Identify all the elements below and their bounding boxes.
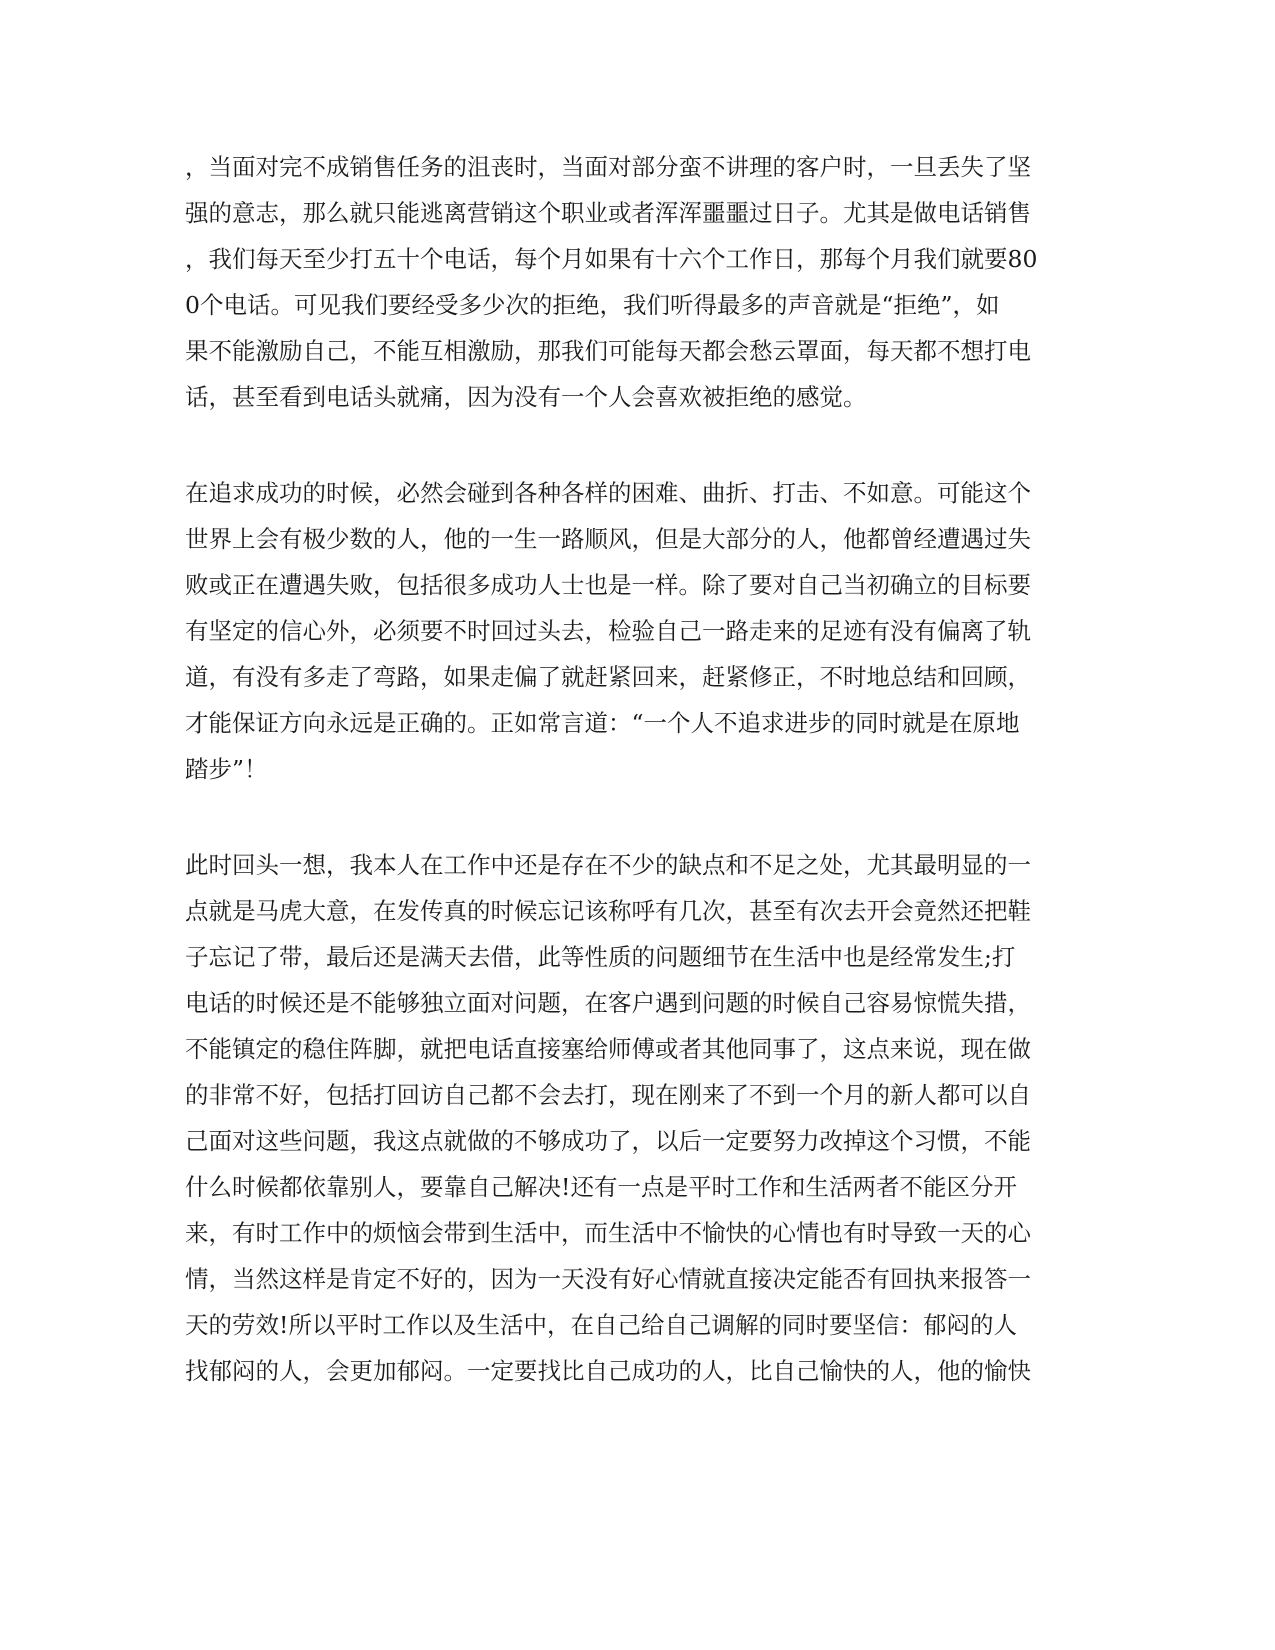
text-line: 在追求成功的时候，必然会碰到各种各样的困难、曲折、打击、不如意。可能这个 <box>185 479 1031 507</box>
text-line: 子忘记了带，最后还是满天去借，此等性质的问题细节在生活中也是经常发生;打 <box>185 943 1016 971</box>
text-line: 果不能激励自己，不能互相激励，那我们可能每天都会愁云罩面，每天都不想打电 <box>185 337 1031 365</box>
text-line: 败或正在遭遇失败，包括很多成功人士也是一样。除了要对自己当初确立的目标要 <box>185 571 1031 599</box>
text-line: 话，甚至看到电话头就痛，因为没有一个人会喜欢被拒绝的感觉。 <box>185 383 867 411</box>
text-line: ，我们每天至少打五十个电话，每个月如果有十六个工作日，那每个月我们就要80 <box>185 245 1038 273</box>
text-line: 不能镇定的稳住阵脚，就把电话直接塞给师傅或者其他同事了，这点来说，现在做 <box>185 1035 1031 1063</box>
text-line: 己面对这些问题，我这点就做的不够成功了，以后一定要努力改掉这个习惯，不能 <box>185 1127 1031 1155</box>
text-line: 有坚定的信心外，必须要不时回过头去，检验自己一路走来的足迹有没有偏离了轨 <box>185 617 1031 645</box>
text-line: 情，当然这样是肯定不好的，因为一天没有好心情就直接决定能否有回执来报答一 <box>185 1265 1031 1293</box>
text-line: 的非常不好，包括打回访自己都不会去打，现在刚来了不到一个月的新人都可以自 <box>185 1081 1031 1109</box>
text-line: 才能保证方向永远是正确的。正如常言道：“一个人不追求进步的同时就是在原地 <box>185 709 1020 737</box>
text-line: 道，有没有多走了弯路，如果走偏了就赶紧回来，赶紧修正，不时地总结和回顾， <box>185 663 1031 691</box>
text-line: 世界上会有极少数的人，他的一生一路顺风，但是大部分的人，他都曾经遭遇过失 <box>185 525 1031 553</box>
text-line: 来，有时工作中的烦恼会带到生活中，而生活中不愉快的心情也有时导致一天的心 <box>185 1219 1031 1247</box>
text-line: 找郁闷的人，会更加郁闷。一定要找比自己成功的人，比自己愉快的人，他的愉快 <box>185 1357 1031 1385</box>
text-line: 踏步”！ <box>185 755 268 783</box>
text-line: 什么时候都依靠别人，要靠自己解决!还有一点是平时工作和生活两者不能区分开 <box>185 1173 1017 1201</box>
text-line: 电话的时候还是不能够独立面对问题，在客户遇到问题的时候自己容易惊慌失措， <box>185 989 1031 1017</box>
text-line: 强的意志，那么就只能逃离营销这个职业或者浑浑噩噩过日子。尤其是做电话销售 <box>185 199 1031 227</box>
text-line: 点就是马虎大意，在发传真的时候忘记该称呼有几次，甚至有次去开会竟然还把鞋 <box>185 897 1031 925</box>
text-line: 此时回头一想，我本人在工作中还是存在不少的缺点和不足之处，尤其最明显的一 <box>185 851 1031 879</box>
text-line: 天的劳效!所以平时工作以及生活中，在自己给自己调解的同时要坚信：郁闷的人 <box>185 1311 1017 1339</box>
text-line: 0个电话。可见我们要经受多少次的拒绝，我们听得最多的声音就是“拒绝”，如 <box>185 291 1000 319</box>
text-line: ，当面对完不成销售任务的沮丧时，当面对部分蛮不讲理的客户时，一旦丢失了坚 <box>185 153 1031 181</box>
